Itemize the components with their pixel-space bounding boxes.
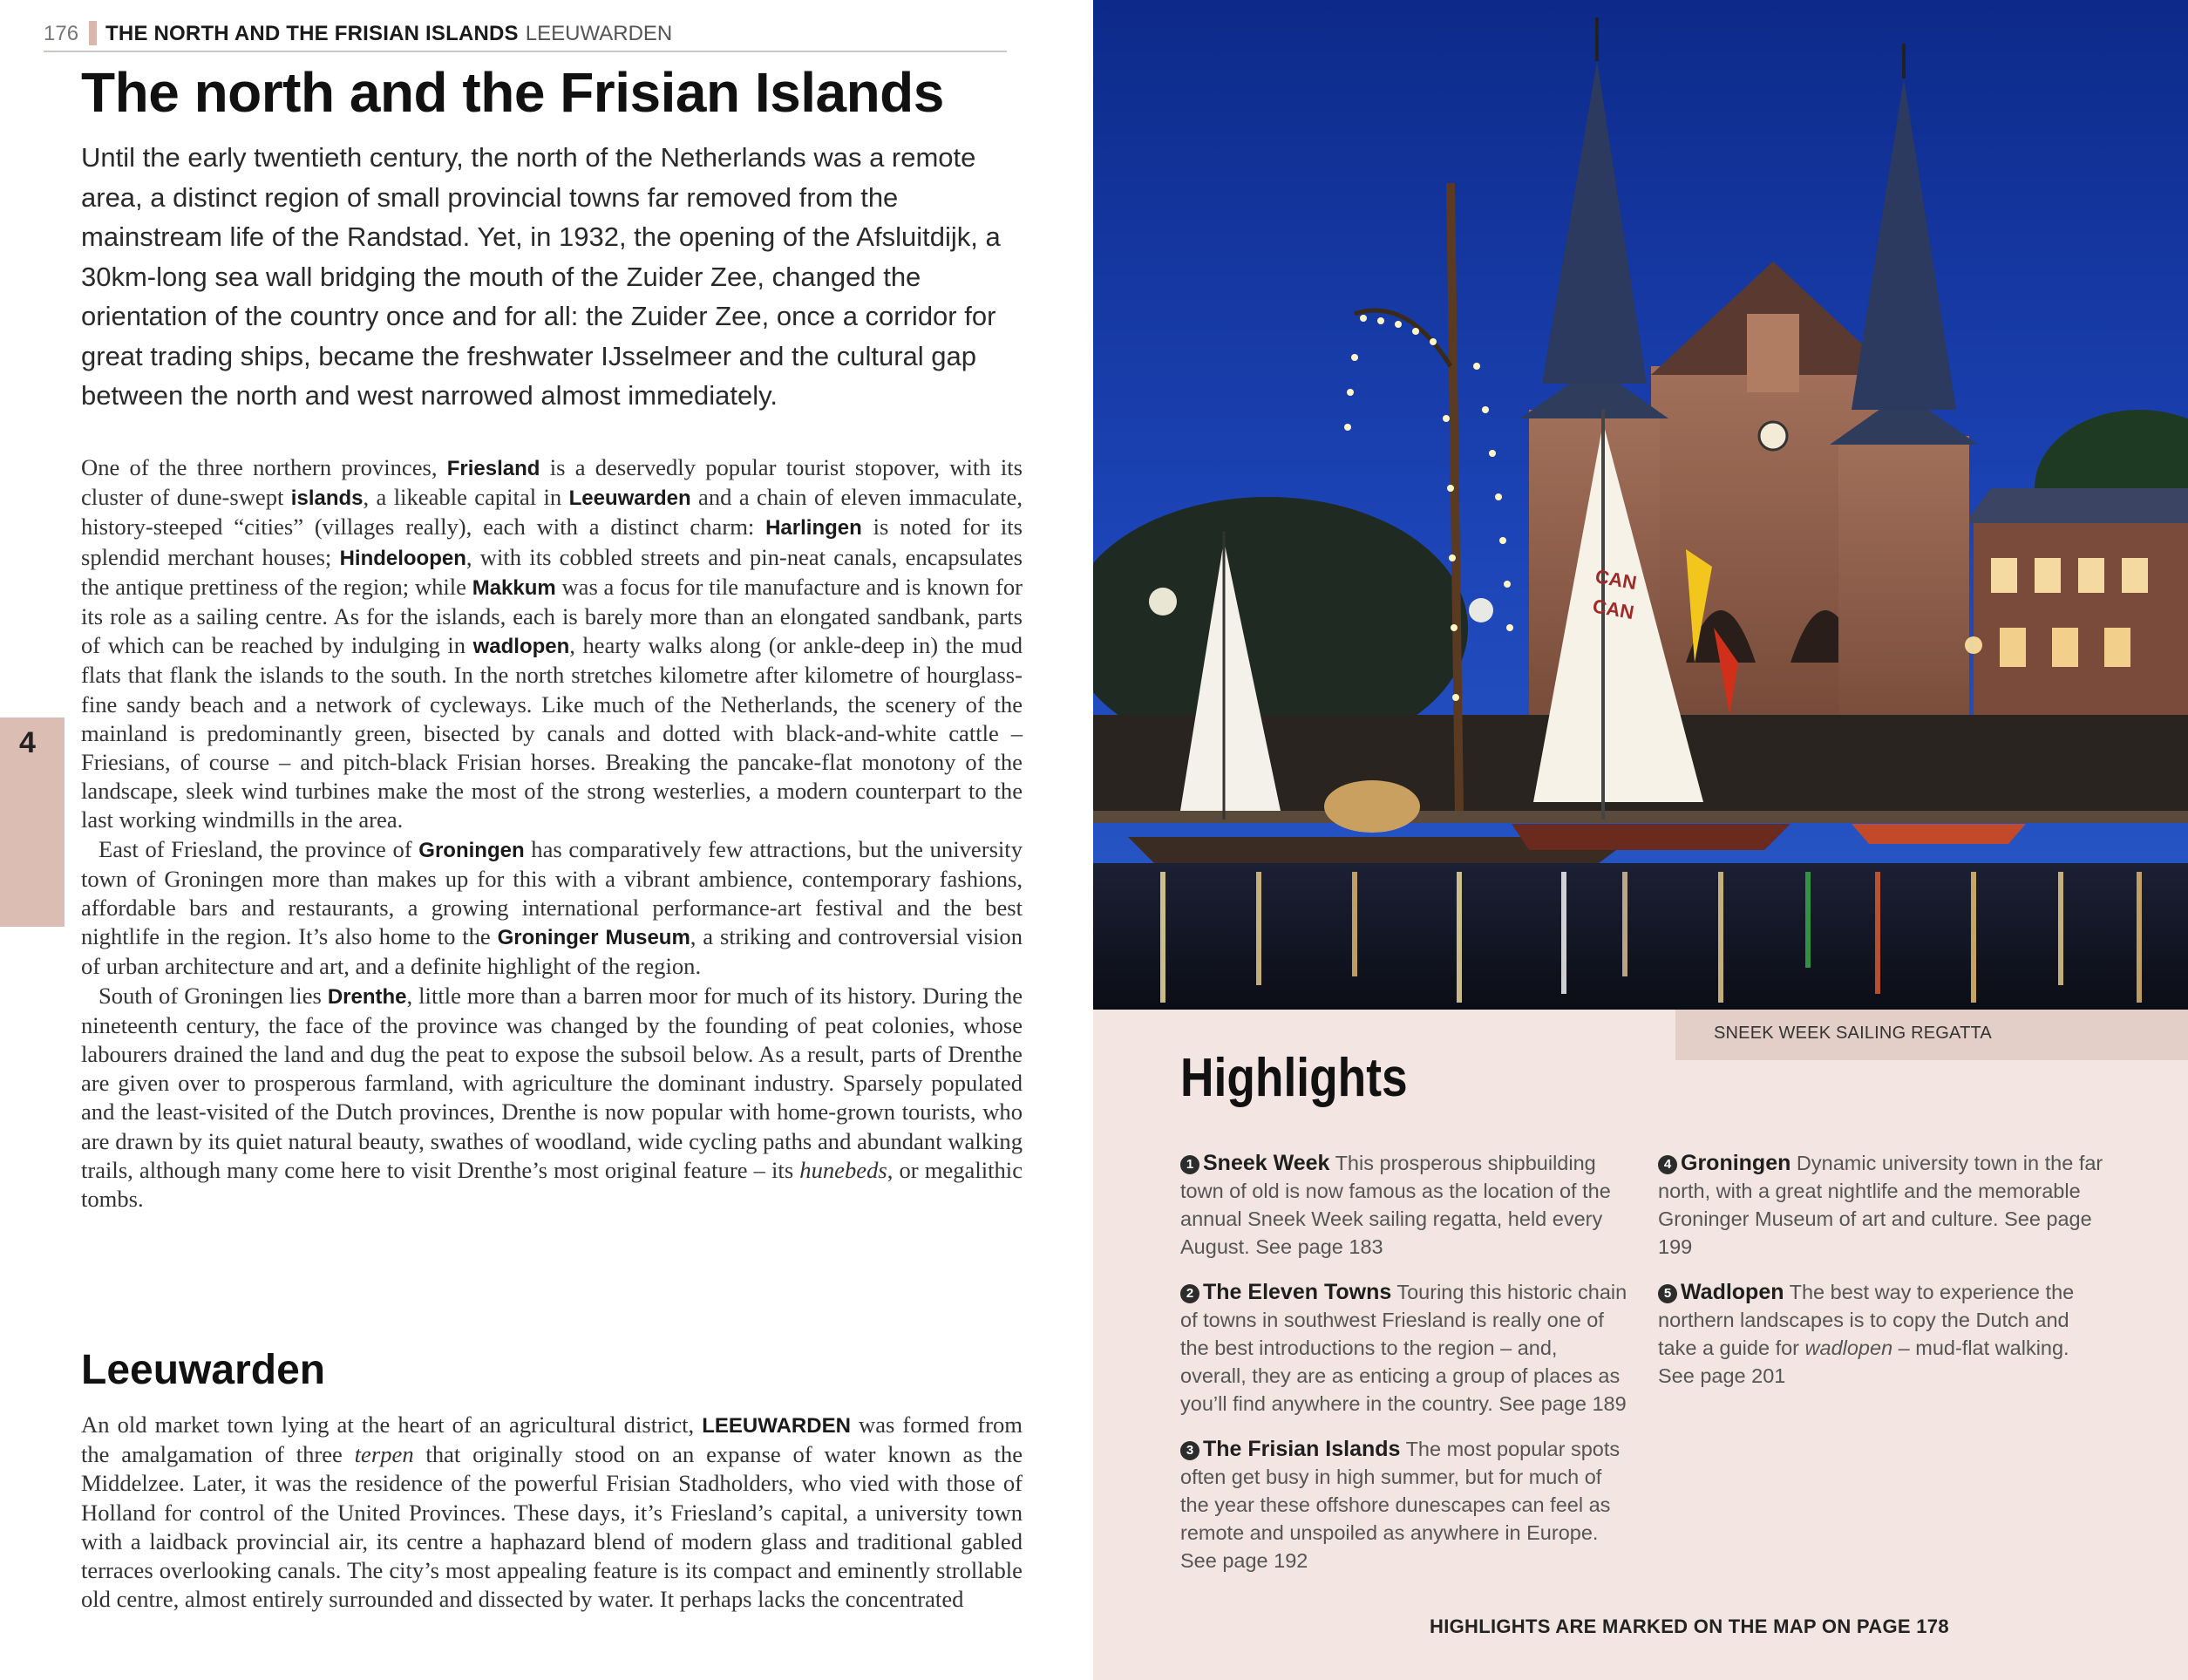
highlight-name: The Eleven Towns xyxy=(1203,1280,1392,1304)
highlights-column-1 xyxy=(1180,1149,1628,1592)
page-number: 176 xyxy=(44,22,79,45)
highlight-item xyxy=(1658,1149,2106,1261)
highlight-name: Wadlopen xyxy=(1681,1280,1784,1304)
italic-terpen: terpen xyxy=(354,1441,414,1468)
photo-caption-box xyxy=(1675,1010,2188,1060)
highlights-footer: HIGHLIGHTS ARE MARKED ON THE MAP ON PAGE 178 xyxy=(1430,1615,1949,1637)
text-run: is noted for its splendid merchant houses; xyxy=(81,514,1023,570)
keyword-hindeloopen: Hindeloopen xyxy=(339,546,466,570)
hull-main xyxy=(1512,824,1790,850)
keyword-leeuwarden: Leeuwarden xyxy=(568,486,691,511)
paragraph-drenthe xyxy=(81,982,1023,1214)
keyword-groningen: Groningen xyxy=(418,838,525,862)
text-run: , a striking and controversial vision of urban architecture and art, and a definite highlight of the region. xyxy=(81,923,1023,980)
italic-hunebeds: hunebeds xyxy=(799,1156,887,1183)
highlight-name: Groningen xyxy=(1681,1151,1791,1175)
keyword-drenthe: Drenthe xyxy=(327,984,407,1009)
highlight-item xyxy=(1658,1278,2106,1390)
running-head-marker xyxy=(89,21,97,45)
text-run: that originally stood on an expanse of water known as the Middelzee. Later, it was the residence of the powerful Frisian Stadholders, who vied with those of Holland for control of the United Provinces. These days, it’s Friesland’s capital, a university town with a laidback provincial air, its centre a haphazard blend of modern glass and traditional gabled terraces overlooking canals. The city’s most appealing feature is its compact and eminently strollable old centre, almost entirely surrounded and dissected by water. It perhaps lacks the concentrated xyxy=(81,1441,1023,1613)
text-run: South of Groningen lies xyxy=(99,982,328,1009)
keyword-makkum: Makkum xyxy=(472,575,556,600)
highlight-item xyxy=(1180,1278,1628,1418)
text-run: was formed from the amalgamation of three xyxy=(81,1411,1023,1468)
intro-paragraph: Until the early twentieth century, the north of the Netherlands was a remote area, a distinct region of small provincial towns far removed from the mainstream life of the Randstad. Yet, in 1932, the opening of the Afsluitdijk, a 30km-long sea wall bridging the mouth of the Zuider Zee, changed the orientation of the country once and for all: the Zuider Zee, once a corridor for great trading ships, became the freshwater IJsselmeer and the cultural gap between the north and west narrowed almost immediately. xyxy=(81,142,1001,411)
highlight-desc: This prosperous shipbuilding town of old is now famous as the location of the annual Sneek Week sailing regatta, held every August. See page 183 xyxy=(1180,1152,1611,1258)
right-page xyxy=(1093,0,2188,1680)
text-run: is a deservedly popular tourist stopover, with its cluster of dune-swept xyxy=(81,454,1023,511)
keyword-islands: islands xyxy=(290,486,364,511)
text-run: and a chain of eleven immaculate, history-steeped “cities” (villages really), each with a distinct charm: xyxy=(81,484,1023,541)
running-head-subsection: LEEUWARDEN xyxy=(525,22,673,45)
text-run: , with its cobbled streets and pin-neat canals, encapsulates the antique prettiness of the region; while xyxy=(81,543,1023,600)
keyword-harlingen: Harlingen xyxy=(765,516,862,541)
text-run: was a focus for tile manufacture and is known for its role as a sailing centre. As for the islands, each is barely more than an elongated sandbank, parts of which can be reached by indulging in xyxy=(81,573,1023,659)
photo-caption: SNEEK WEEK SAILING REGATTA xyxy=(1714,1024,1992,1043)
text-run: , little more than a barren moor for much of its history. During the nineteenth century, the face of the province was changed by the founding of peat colonies, whose labourers drained the land and dug the peat to expose the subsoil below. As a result, parts of Drenthe are given over to prosperous farmland, with agriculture the dominant industry. Sparsely populated and the least-visited of the Dutch provinces, Drenthe is now popular with home-grown tourists, who are drawn by its quiet natural beauty, swathes of woodland, wide cycling paths and abundant walking trails, although many come here to visit Drenthe’s most original feature – its xyxy=(81,982,1023,1183)
number-badge: 2 xyxy=(1180,1284,1199,1303)
paragraph-friesland xyxy=(81,453,1023,835)
left-page xyxy=(0,0,1093,1680)
regatta-illustration xyxy=(1093,0,2188,1010)
highlight-desc: Dynamic university town in the far north, with a great nightlife and the memorable Groninger Museum of art and culture. See page 199 xyxy=(1658,1152,2103,1258)
number-badge: 4 xyxy=(1658,1155,1677,1174)
number-badge: 1 xyxy=(1180,1155,1199,1174)
text-run: , or megalithic tombs. xyxy=(81,1156,1023,1213)
page-title: The north and the Frisian Islands xyxy=(81,61,944,124)
italic-wadlopen: wadlopen xyxy=(1804,1337,1893,1359)
highlight-desc: The most popular spots often get busy in high summer, but for much of the year these offshore dunescapes can feel as remote and unspoiled as anywhere in Europe. See page 192 xyxy=(1180,1438,1621,1572)
keyword-groninger-museum: Groninger Museum xyxy=(497,926,690,950)
body-text xyxy=(81,453,1023,1214)
running-head xyxy=(44,21,1007,52)
text-run: , a likeable capital in xyxy=(363,484,569,511)
highlight-name: Sneek Week xyxy=(1203,1151,1330,1175)
section-heading-leeuwarden: Leeuwarden xyxy=(81,1347,326,1393)
houses-right xyxy=(1974,514,2188,724)
regatta-photo xyxy=(1093,0,2188,1010)
number-badge: 3 xyxy=(1180,1441,1199,1460)
highlight-desc: Touring this historic chain of towns in southwest Friesland is really one of the best introductions to the region – and, overall, they are as enticing a group of places as you’ll find anywhere in the country. See page 189 xyxy=(1180,1281,1627,1415)
text-run: has comparatively few attractions, but the university town of Groningen more than makes up for this with a vibrant ambience, contemporary fashions, affordable bars and restaurants, a growing international performance-art festival and the best nightlife in the region. It’s also home to the xyxy=(81,835,1023,950)
text-run: One of the three northern provinces, xyxy=(81,454,447,480)
chapter-number: 4 xyxy=(19,726,36,759)
sail-number-1: CAN xyxy=(1593,565,1639,595)
paragraph-leeuwarden xyxy=(81,1411,1023,1614)
text-run: , hearty walks along (or ankle-deep in) the mud flats that flank the islands to the south. In the north stretches kilometre after kilometre of hourglass-fine sandy beach and a network of cycleways. Like much of the Netherlands, the scenery of the mainland is predominantly green, bisected by canals and dotted with black-and-white cattle – Friesians, of course – and pitch-black Frisian horses. Breaking the pancake-flat monotony of the landscape, sleek wind turbines make the most of the strong westerlies, a modern counterpart to the last working windmills in the area. xyxy=(81,632,1023,833)
hull-right xyxy=(1852,824,2026,844)
chapter-tab xyxy=(0,718,65,927)
number-badge: 5 xyxy=(1658,1284,1677,1303)
highlight-item xyxy=(1180,1149,1628,1261)
text-run: An old market town lying at the heart of an agricultural district, xyxy=(81,1411,703,1438)
highlight-item xyxy=(1180,1435,1628,1575)
keyword-leeuwarden-caps: LEEUWARDEN xyxy=(702,1414,851,1438)
paragraph-groningen xyxy=(81,835,1023,982)
highlights-column-2 xyxy=(1658,1149,2106,1407)
text-run: The best way to experience the northern landscapes is to copy the Dutch and take a guide for xyxy=(1658,1281,2075,1359)
highlight-name: The Frisian Islands xyxy=(1203,1437,1401,1461)
sail-number-2: CAN xyxy=(1591,595,1636,624)
running-head-section: THE NORTH AND THE FRISIAN ISLANDS xyxy=(105,22,519,45)
text-run: – mud-flat walking. See page 201 xyxy=(1658,1337,2069,1387)
leeuwarden-text xyxy=(81,1411,1023,1614)
keyword-friesland: Friesland xyxy=(446,457,540,480)
highlights-heading: Highlights xyxy=(1180,1048,1408,1108)
text-run: East of Friesland, the province of xyxy=(99,835,419,862)
keyword-wadlopen: wadlopen xyxy=(472,635,570,659)
